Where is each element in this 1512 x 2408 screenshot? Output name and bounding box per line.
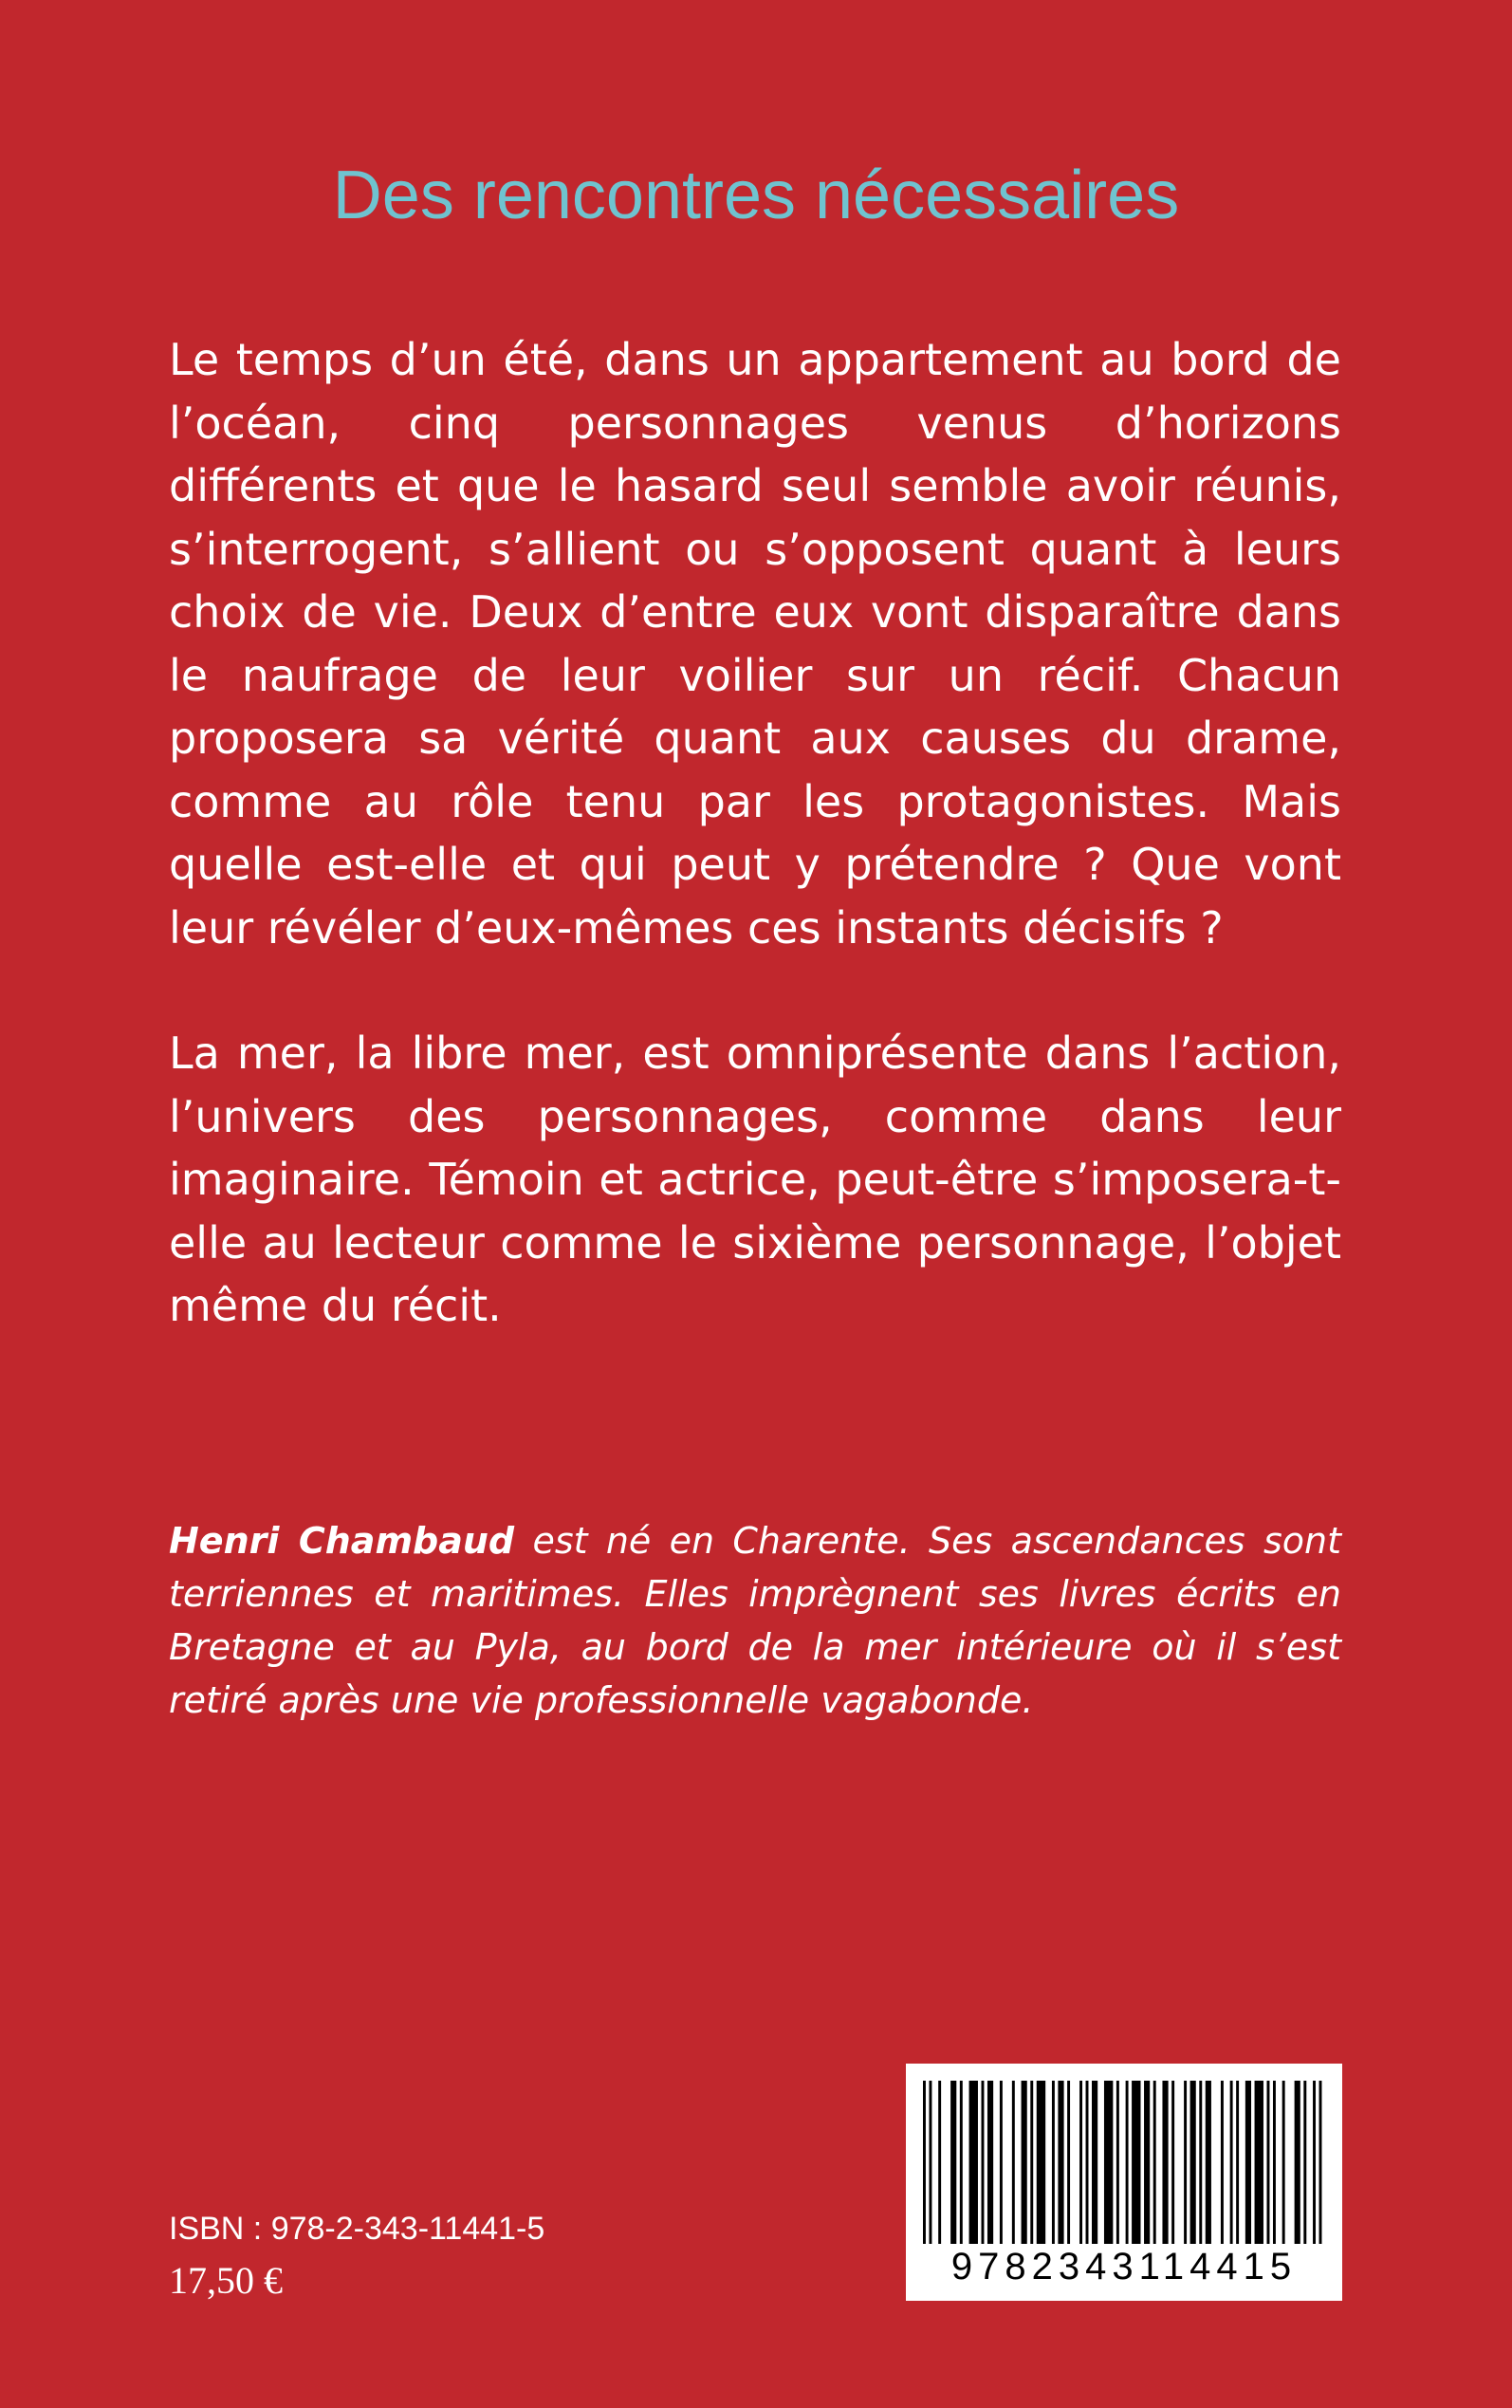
barcode-bar: [982, 2081, 985, 2244]
barcode-bar: [1282, 2081, 1285, 2244]
barcode-bar: [1162, 2081, 1168, 2244]
barcode-bar: [1037, 2081, 1045, 2244]
barcode-bar: [1303, 2081, 1306, 2244]
barcode-bar: [969, 2081, 978, 2244]
barcode-bar: [1022, 2081, 1027, 2244]
barcode-bar: [1295, 2081, 1300, 2244]
barcode-bar: [987, 2081, 993, 2244]
barcode-bar: [929, 2081, 931, 2244]
barcode-bar: [1245, 2081, 1251, 2244]
synopsis: [169, 328, 1341, 1338]
author-bio: [169, 1514, 1341, 1727]
barcode-bar: [1092, 2081, 1097, 2244]
barcode-bar: [1052, 2081, 1055, 2244]
barcode-bar: [1058, 2081, 1063, 2244]
barcode-bar: [1267, 2081, 1270, 2244]
isbn: ISBN : 978-2-343-11441-5: [169, 2211, 545, 2247]
barcode-bar: [1067, 2081, 1070, 2244]
barcode: [906, 2064, 1342, 2301]
barcode-bar: [1230, 2081, 1233, 2244]
barcode-bar: [1319, 2081, 1322, 2244]
barcode-bar: [1255, 2081, 1263, 2244]
synopsis-paragraph-2: La mer, la libre mer, est omniprésente dans l’action, l’univers des personnages, comme dans leur imaginaire. Témoin et actrice, peut-être s’imposera-t-elle au lecteur comme le sixième personnage, l’objet même du récit.: [169, 1028, 1341, 1331]
barcode-bar: [1104, 2081, 1113, 2244]
barcode-bars: [923, 2081, 1325, 2244]
barcode-bar: [1313, 2081, 1316, 2244]
author-name: Henri Chambaud: [169, 1520, 515, 1562]
barcode-bar: [938, 2081, 941, 2244]
barcode-bar: [960, 2081, 963, 2244]
price: 17,50 €: [169, 2259, 283, 2302]
synopsis-paragraph-1: Le temps d’un été, dans un appartement au bord de l’océan, cinq personnages venus d’horizons différents et que le hasard seul semble avoir réunis, s’interrogent, s’allient ou s’opposent quant à leurs choix de vie. Deux d’entre eux vont disparaître dans le naufrage de leur voilier sur un récif. Chacun proposera sa vérité quant aux causes du drame, comme au rôle tenu par les protagonistes. Mais quelle est-elle et qui peut y prétendre ? Que vont leur révéler d’eux-mêmes ces instants décisifs ?: [169, 334, 1341, 954]
barcode-bar: [1116, 2081, 1119, 2244]
barcode-bar: [1206, 2081, 1211, 2244]
book-title: Des rencontres nécessaires: [332, 157, 1180, 233]
barcode-bar: [1171, 2081, 1174, 2244]
barcode-bar: [1221, 2081, 1224, 2244]
barcode-bar: [1086, 2081, 1089, 2244]
barcode-bar: [1184, 2081, 1187, 2244]
barcode-bar: [1199, 2081, 1202, 2244]
author-bio-text: est né en Charente. Ses ascendances sont terriennes et maritimes. Elles imprègnent ses livres écrits en Bretagne et au Pyla, au bord de la mer intérieure où il s’est retiré après une vie professionnelle vagabonde.: [169, 1520, 1341, 1721]
barcode-bar: [1190, 2081, 1196, 2244]
barcode-bar: [1012, 2081, 1015, 2244]
barcode-bar: [1000, 2081, 1003, 2244]
barcode-bar: [1126, 2081, 1129, 2244]
barcode-digits: 9782343114415: [950, 2246, 1298, 2288]
barcode-bar: [923, 2081, 926, 2244]
barcode-bar: [1030, 2081, 1033, 2244]
barcode-bar: [950, 2081, 956, 2244]
barcode-bar: [1153, 2081, 1156, 2244]
barcode-bar: [1144, 2081, 1150, 2244]
barcode-bar: [1132, 2081, 1140, 2244]
barcode-bar: [1079, 2081, 1082, 2244]
barcode-bar: [1236, 2081, 1239, 2244]
barcode-bar: [1273, 2081, 1276, 2244]
